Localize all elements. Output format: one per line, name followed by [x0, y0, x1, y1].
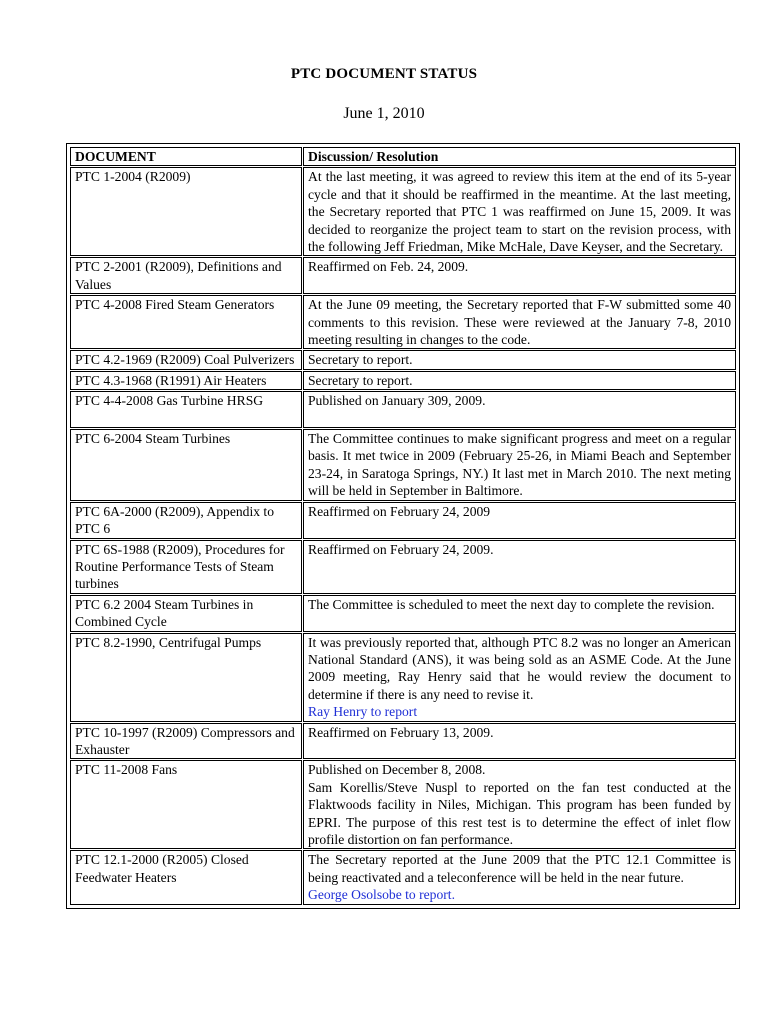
- table-row: [70, 595, 736, 632]
- discussion-first-line: Published on December 8, 2008.: [308, 762, 486, 778]
- table-row: [70, 350, 736, 369]
- document-cell: PTC 6.2 2004 Steam Turbines in Combined Cycle: [70, 595, 302, 632]
- discussion-cell: The Committee continues to make significant progress and meet on a regular basis. It met twice in 2009 (February 25-26, in Miami Beach and September 23-24, in Saratoga Springs, NY.) It last met in March 2010. The next meting will be held in September in Baltimore.: [303, 429, 736, 501]
- table-row: [70, 371, 736, 390]
- discussion-cell: [303, 850, 736, 904]
- discussion-cell: At the last meeting, it was agreed to review this item at the end of its 5-year cycle and that it should be reaffirmed in the meantime. At the last meeting, the Secretary reported that PTC 1 was reaffirmed on June 15, 2009. It was decided to reorganize the project team to start on the revision process, with the following Jeff Friedman, Mike McHale, Dave Keyser, and the Secretary.: [303, 167, 736, 256]
- table-row: [70, 429, 736, 501]
- status-table: [69, 146, 737, 906]
- table-row: [70, 391, 736, 428]
- document-cell: PTC 6A-2000 (R2009), Appendix to PTC 6: [70, 502, 302, 539]
- action-note: Ray Henry to report: [308, 704, 418, 720]
- discussion-cell: Secretary to report.: [303, 371, 736, 390]
- document-cell: PTC 1-2004 (R2009): [70, 167, 302, 256]
- document-cell: PTC 4.3-1968 (R1991) Air Heaters: [70, 371, 302, 390]
- table-row: [70, 850, 736, 904]
- table-row: [70, 257, 736, 294]
- table-row: [70, 723, 736, 760]
- status-table-frame: [66, 143, 740, 909]
- document-cell: PTC 2-2001 (R2009), Definitions and Values: [70, 257, 302, 294]
- document-cell: PTC 4-2008 Fired Steam Generators: [70, 295, 302, 349]
- document-cell: PTC 6S-1988 (R2009), Procedures for Routine Performance Tests of Steam turbines: [70, 540, 302, 594]
- discussion-text: Sam Korellis/Steve Nuspl to reported on the fan test conducted at the Flaktwoods facility in Niles, Michigan. This program has been funded by EPRI. The purpose of this rest test is to determine the effect of inlet flow profile distortion on fan performance.: [308, 779, 731, 848]
- table-row: [70, 295, 736, 349]
- discussion-text: It was previously reported that, although PTC 8.2 was no longer an American National Standard (ANS), it was being sold as an ASME Code. At the June 2009 meeting, Ray Henry said that he would review the document to determine if there is any need to revise it.: [308, 634, 731, 702]
- document-cell: PTC 8.2-1990, Centrifugal Pumps: [70, 633, 302, 722]
- discussion-cell: [303, 633, 736, 722]
- document-cell: PTC 4.2-1969 (R2009) Coal Pulverizers: [70, 350, 302, 369]
- header-discussion: Discussion/ Resolution: [303, 147, 736, 166]
- discussion-cell: Reaffirmed on February 24, 2009.: [303, 540, 736, 594]
- discussion-cell: Reaffirmed on February 24, 2009: [303, 502, 736, 539]
- document-title: PTC DOCUMENT STATUS: [290, 66, 478, 82]
- header-document: DOCUMENT: [70, 147, 302, 166]
- table-header-row: [70, 147, 736, 166]
- discussion-cell: Published on January 309, 2009.: [303, 391, 736, 428]
- discussion-cell: At the June 09 meeting, the Secretary reported that F-W submitted some 40 comments to this revision. These were reviewed at the January 7-8, 2010 meeting resulting in changes to the code.: [303, 295, 736, 349]
- table-row: [70, 540, 736, 594]
- document-cell: PTC 10-1997 (R2009) Compressors and Exhauster: [70, 723, 302, 760]
- discussion-cell: The Committee is scheduled to meet the next day to complete the revision.: [303, 595, 736, 632]
- discussion-cell: Reaffirmed on Feb. 24, 2009.: [303, 257, 736, 294]
- table-row: [70, 502, 736, 539]
- document-cell: PTC 6-2004 Steam Turbines: [70, 429, 302, 501]
- discussion-text: The Secretary reported at the June 2009 that the PTC 12.1 Committee is being reactivated and a teleconference will be held in the near future.: [308, 852, 731, 885]
- discussion-cell: [303, 760, 736, 849]
- table-row: [70, 167, 736, 256]
- discussion-cell: Secretary to report.: [303, 350, 736, 369]
- document-date: June 1, 2010: [343, 105, 425, 122]
- discussion-cell: Reaffirmed on February 13, 2009.: [303, 723, 736, 760]
- table-row: [70, 760, 736, 849]
- table-row: [70, 633, 736, 722]
- document-cell: [70, 391, 302, 428]
- document-cell: PTC 11-2008 Fans: [70, 760, 302, 849]
- action-note: George Osolsobe to report.: [308, 887, 455, 903]
- document-name: PTC 4-4-2008 Gas Turbine HRSG: [75, 393, 264, 409]
- document-cell: PTC 12.1-2000 (R2005) Closed Feedwater Heaters: [70, 850, 302, 904]
